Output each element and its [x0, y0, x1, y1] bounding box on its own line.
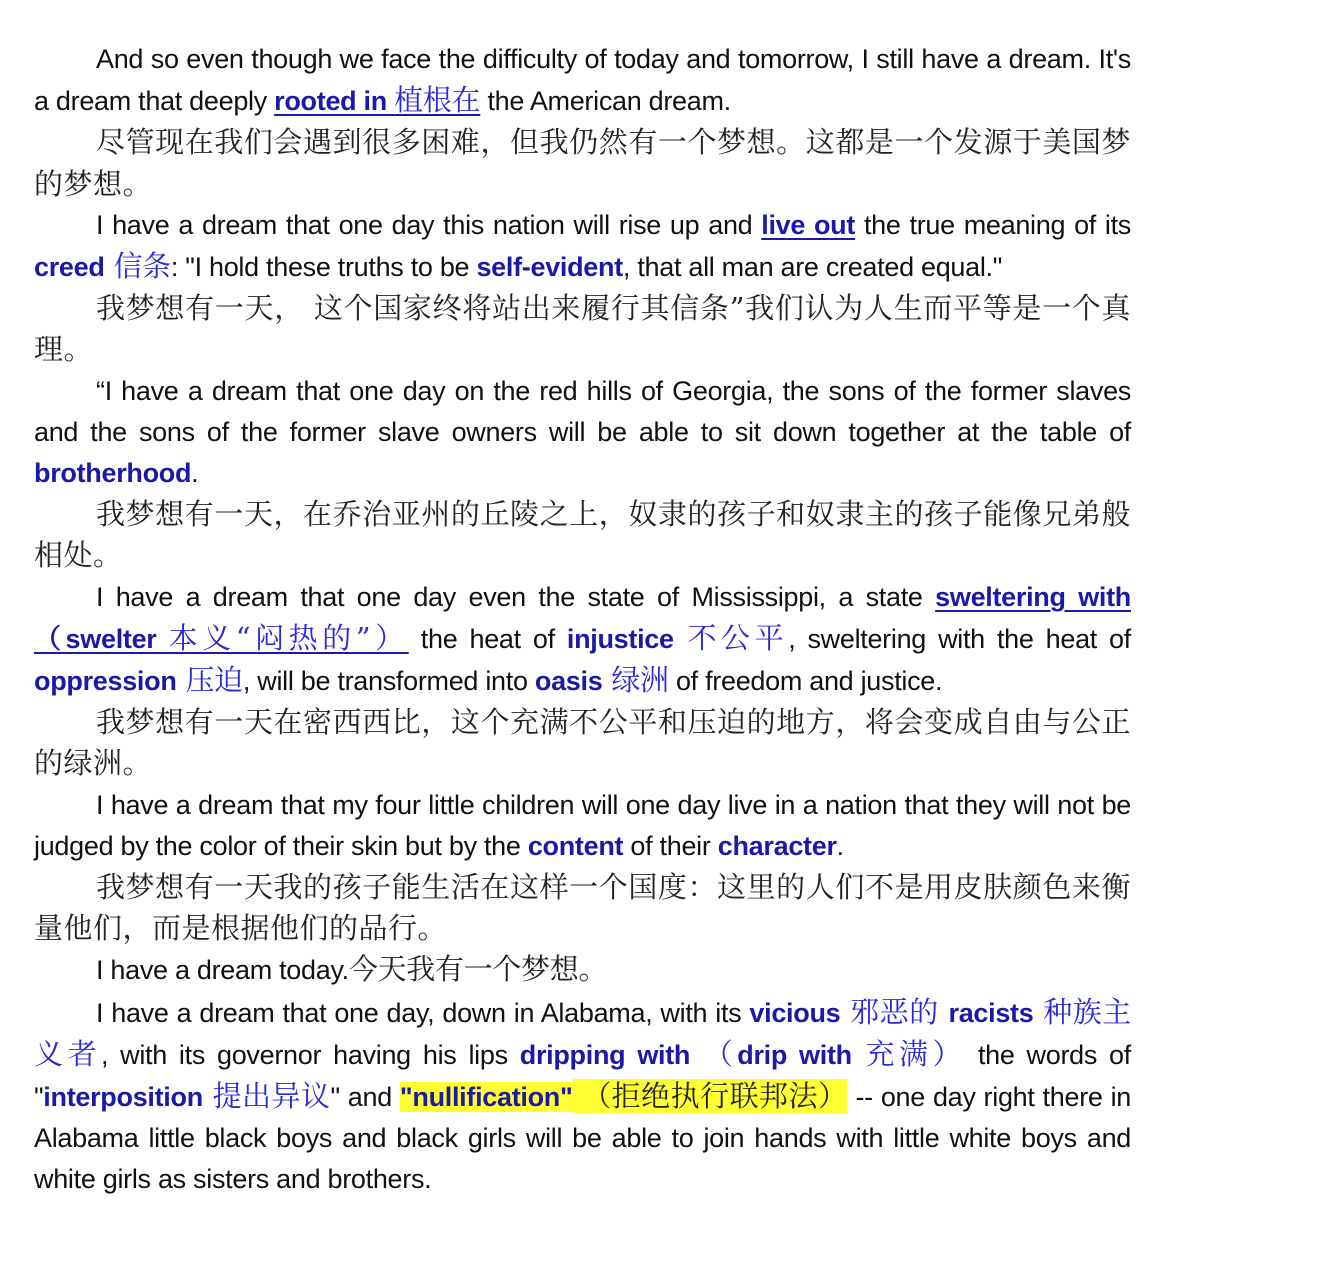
keyword-dripping-with: dripping with — [519, 1039, 691, 1070]
gloss-racists: 种族主义者 — [34, 994, 1131, 1071]
text-run: I have a dream today. — [96, 955, 349, 986]
gloss-nullification-highlighted: （拒绝执行联邦法） — [572, 1079, 848, 1114]
keyword-vicious: vicious — [749, 997, 841, 1028]
paragraph-zh-4: 我梦想有一天在密西西比，这个充满不公平和压迫的地方，将会变成自由与公正的绿洲。 — [34, 705, 1131, 781]
text-run: . — [836, 830, 844, 861]
text-run: -- one day right there in Alabama little black boys and black girls will be able to join hands with little white boys and white girls as sisters and brothers. — [34, 1082, 1131, 1195]
keyword-creed: creed — [34, 252, 105, 283]
paragraph-zh-5: 我梦想有一天我的孩子能生活在这样一个国度：这里的人们不是用皮肤颜色来衡量他们，而是根据他们的品行。 — [34, 870, 1131, 946]
text-run: . — [191, 458, 199, 489]
document-body — [34, 39, 1131, 1201]
paragraph-zh-3: 我梦想有一天，在乔治亚州的丘陵之上，奴隶的孩子和奴隶主的孩子能像兄弟般相处。 — [34, 497, 1131, 573]
paragraph-en-2 — [34, 205, 1131, 288]
paragraph-en-4 — [34, 577, 1131, 703]
keyword-self-evident: self-evident — [476, 252, 623, 283]
text-run: I have a dream that one day even the state of Mississippi, a state — [96, 581, 936, 612]
text-run: of their — [623, 830, 718, 861]
paragraph-zh-2: 我梦想有一天， 这个国家终将站出来履行其信条”我们认为人生而平等是一个真理。 — [34, 291, 1131, 367]
gloss-oasis: 绿洲 — [602, 663, 669, 698]
gloss-oppression: 压迫 — [176, 663, 243, 698]
text-run: I have a dream that my four little children will one day live in a nation that they will not be judged by the color of their skin but by the — [34, 789, 1131, 861]
keyword-interposition: interposition — [43, 1082, 203, 1113]
text-run: , sweltering with the heat of — [788, 623, 1131, 654]
keyword-oppression: oppression — [34, 666, 177, 697]
text-run: the American dream. — [480, 86, 731, 117]
keyword-content: content — [527, 830, 624, 861]
keyword-sweltering-with: sweltering with （swelter — [34, 581, 1131, 654]
text-run: the heat of — [408, 623, 567, 654]
keyword-nullification-highlighted: "nullification" — [399, 1082, 573, 1113]
text-run: : "I hold these truths to be — [170, 252, 477, 283]
gloss-injustice: 不公平 — [673, 620, 789, 655]
text-run: , will be transformed into — [242, 666, 535, 697]
paragraph-en-3 — [34, 371, 1131, 495]
keyword-drip-with: drip with — [737, 1039, 852, 1070]
keyword-rooted-in: rooted in — [274, 86, 395, 117]
gloss-swelter: 本义“闷热的”） — [168, 620, 409, 655]
gloss-vicious: 邪恶的 — [840, 994, 949, 1029]
paragraph-en-1 — [34, 39, 1131, 122]
text-run: I have a dream that one day this nation will rise up and — [96, 209, 762, 240]
paragraph-zh-1: 尽管现在我们会遇到很多困难，但我仍然有一个梦想。这都是一个发源于美国梦的梦想。 — [34, 125, 1131, 201]
text-run: the true meaning of its — [855, 209, 1131, 240]
keyword-brotherhood: brotherhood — [34, 458, 192, 489]
text-run: the words of " — [34, 1039, 1131, 1113]
text-run: " and — [330, 1082, 400, 1113]
text-run: of freedom and justice. — [668, 666, 943, 697]
gloss-interposition: 提出异议 — [202, 1079, 331, 1114]
keyword-racists: racists — [948, 997, 1034, 1028]
paragraph-en-5 — [34, 785, 1131, 867]
keyword-oasis: oasis — [534, 666, 603, 697]
text-run: , with its governor having his lips — [100, 1039, 520, 1070]
keyword-character: character — [717, 830, 837, 861]
text-run: I have a dream that one day, down in Alabama, with its — [96, 997, 750, 1028]
gloss-creed: 信条 — [104, 249, 171, 284]
text-run-zh: 今天我有一个梦想。 — [348, 952, 608, 987]
paragraph-en-7 — [34, 992, 1131, 1201]
gloss-paren-open: （ — [690, 1036, 738, 1071]
text-run: And so even though we face the difficulty of today and tomorrow, I still have a dream. It's a dream that deeply — [34, 44, 1131, 117]
text-run: , that all man are created equal." — [622, 252, 1003, 283]
keyword-injustice: injustice — [566, 623, 674, 654]
keyword-live-out: live out — [761, 209, 856, 240]
gloss-rooted-in: 植根在 — [394, 83, 481, 118]
text-run: “I have a dream that one day on the red hills of Georgia, the sons of the former slaves and the sons of the former slave owners will be able to sit down together at the table of — [34, 375, 1131, 447]
gloss-drip-with: 充满） — [851, 1036, 966, 1071]
paragraph-en-6 — [34, 949, 1131, 991]
